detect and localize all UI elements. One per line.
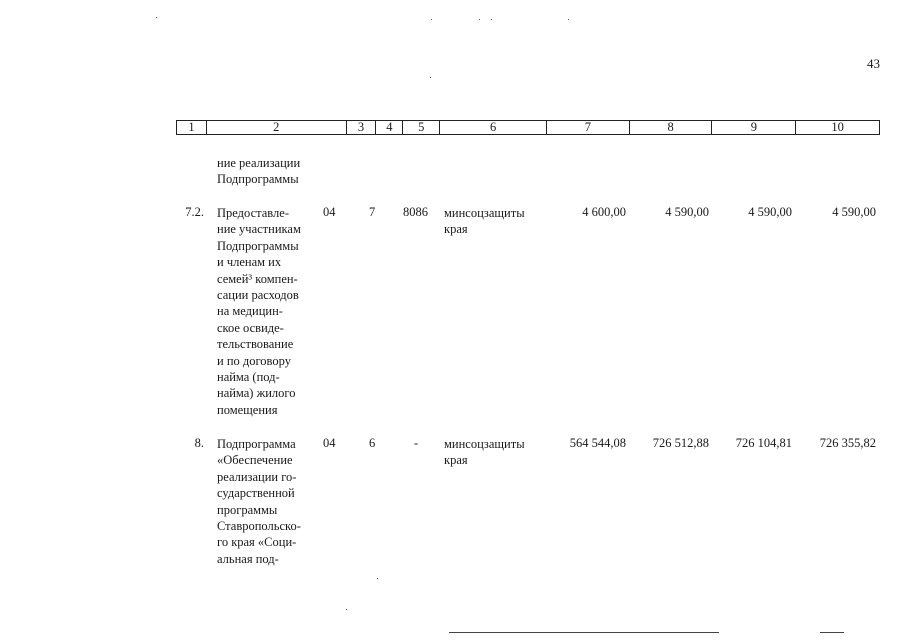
row-name-line: ское освиде- (217, 320, 284, 335)
table-header-row (176, 120, 880, 135)
row-name-line: помещения (217, 402, 278, 417)
row-name-line: сации расходов (217, 288, 299, 303)
row-name-line: найма (под- (217, 370, 280, 385)
row-name-line: альная под- (217, 551, 279, 566)
row-value-c7: 4 600,00 (582, 205, 626, 219)
row-code-c3: 04 (323, 436, 336, 450)
row-name-line: Предоставле- (217, 206, 289, 220)
row-name-line: найма) жилого (217, 386, 296, 401)
row-executor-cell (444, 205, 544, 238)
row-name-cell (217, 436, 305, 567)
row-name-line: семей³ компен- (217, 271, 298, 286)
row-value-c7: 564 544,08 (569, 436, 626, 450)
continuation-line: ние реализации (217, 156, 301, 170)
header-cell: 7 (547, 121, 630, 134)
row-value-c9: 4 590,00 (748, 205, 792, 219)
row-code-c5: 8086 (403, 205, 428, 219)
row-value-c8: 4 590,00 (665, 205, 709, 219)
header-cell: 10 (831, 120, 844, 134)
row-name-line: и членам их (217, 255, 282, 270)
row-name-line: Подпрограммы (217, 238, 299, 253)
row-name-line: на медицин- (217, 304, 283, 319)
row-executor-line: края (444, 222, 468, 237)
row-value-c10: 4 590,00 (832, 205, 876, 219)
row-code-c3: 04 (323, 205, 336, 219)
continuation-name-cell (217, 155, 305, 188)
row-executor-cell (444, 436, 544, 469)
row-name-cell (217, 205, 305, 418)
row-name-line: Ставропольско- (217, 519, 301, 534)
row-name-line: программы (217, 502, 278, 517)
row-name-line: сударственной (217, 486, 295, 501)
page-number: 43 (867, 56, 880, 71)
row-code-c4: 7 (369, 205, 376, 219)
row-name-line: го края «Соци- (217, 535, 297, 550)
row-value-c9: 726 104,81 (735, 436, 792, 450)
row-name-line: «Обеспечение (217, 453, 293, 468)
row-executor-line: минсоцзащиты (444, 206, 525, 220)
header-cell: 4 (376, 121, 403, 134)
row-value-c8: 726 512,88 (652, 436, 709, 450)
header-cell: 6 (440, 121, 547, 134)
row-name-line: и по договору (217, 353, 291, 368)
row-name-line: тельствование (217, 337, 294, 352)
header-cell: 8 (630, 121, 713, 134)
row-code-c4: 6 (369, 436, 376, 450)
continuation-line: Подпрограммы (217, 172, 299, 187)
row-name-line: ние участникам (217, 222, 301, 237)
row-value-c10: 726 355,82 (819, 436, 876, 450)
header-cell: 2 (207, 121, 347, 134)
header-cell: 9 (712, 121, 796, 134)
row-executor-line: минсоцзащиты (444, 437, 525, 451)
row-number: 7.2. (185, 205, 204, 219)
row-code-c5: - (414, 436, 419, 450)
row-number: 8. (194, 436, 204, 450)
header-cell: 5 (403, 121, 440, 134)
header-cell: 1 (177, 121, 207, 134)
row-name-line: Подпрограмма (217, 437, 296, 451)
row-name-line: реализации го- (217, 469, 297, 484)
row-executor-line: края (444, 453, 468, 468)
header-cell: 3 (347, 121, 377, 134)
